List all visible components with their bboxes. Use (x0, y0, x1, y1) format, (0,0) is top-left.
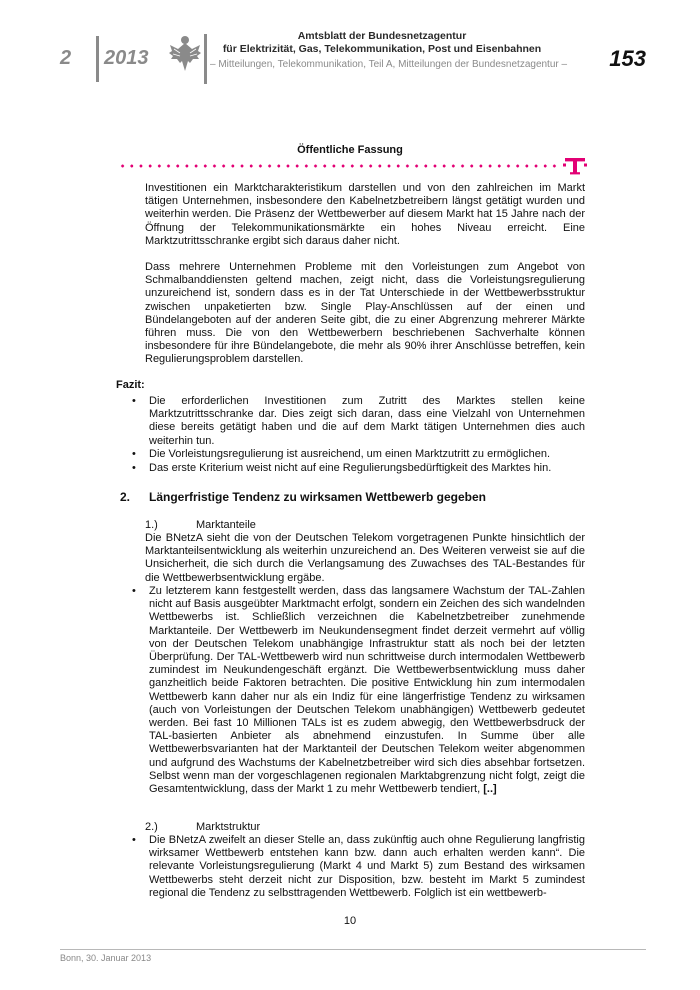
omission-marker: [..] (483, 783, 497, 796)
section-number: 2. (120, 490, 131, 504)
journal-page-number: 153 (609, 46, 646, 71)
footer-divider (60, 949, 646, 950)
fazit-bullet-1: • Die erforderlichen Investitionen zum Zutritt des Marktes stellen keine Marktzutrittsschranke dar. Dies zeigt sich daran, dass eine Vielzahl von Unternehmen diese bereits getätigt haben und die auf dem Markt tätigen Unternehmen dies auch weiterhin tun. (149, 395, 585, 448)
marktanteile-bullet-text: Zu letzterem kann festgestellt werden, dass das langsamere Wachstum der TAL-Zahlen nicht auf Basis ausgeübter Marktmacht erfolgt, sondern ein Zeichen des sich wandelnden Wettbewerbs ist. Schließlich verzeichnen die Kabelnetzbetreiber zunehmende Marktanteile. Der Wettbewerb im Neukundensegment findet derzeit vermehrt auf völlig von der Deutschen Telekom unabhängige Infrastruktur statt als noch bei der letzten Überprüfung. Der TAL-Wettbewerb wird nun schrittweise durch intermodalen Wettbewerb zumindest im Neukundengeschäft ergänzt. Die Wettbewerbsentwicklung muss daher ganzheitlich beide Faktoren betrachten. Die positive Entwicklung hin zum intermodalen Wettbewerb kann daher nur als ein Indiz für eine längerfristige Tendenz zu wirksamen (auch von Vorleistungen der Deutschen Telekom unabhängigen) Wettbewerb gedeutet werden. Bei fast 10 Millionen TALs ist es zudem abwegig, den Wettbewerbsdruck der TAL-basierten Anbieter als abnehmend einzustufen. In Summe über alle Wettbewerbsvarianten hat der Marktanteil der Deutschen Telekom weiter abgenommen und aufgrund des Wachstums der Kabelnetzbetreiber wird sich dies absehbar fortsetzen. Selbst wenn man der vorgeschlagenen regionalen Marktabgrenzung nicht folgt, zeigt die Gesamtentwicklung, dass der Markt 1 zu mehr Wettbewerb tendiert, (149, 585, 585, 796)
header-divider-2 (204, 34, 207, 84)
paragraph-investments: Investitionen ein Marktcharakteristikum darstellen und von den zahlreichen im Markt tätigen Unternehmen, insbesondere den Kabelnetzbetreibern längst getätigt wurden und weiterhin werden. Die Präsenz der Wettbewerber auf diesem Markt hat 15 Jahre nach der Öffnung der Telekommunikationsmärkte ein hohes Niveau erreicht. Eine Marktzutrittsschranke ergibt sich daraus daher nicht. (145, 182, 585, 247)
header-divider (96, 36, 99, 82)
fazit-heading: Fazit: (116, 379, 145, 391)
subsection-title-2: Marktstruktur (196, 821, 261, 833)
journal-subtitle: für Elektrizität, Gas, Telekommunikation, Post und Eisenbahnen (222, 43, 542, 55)
subsection-title: Marktanteile (196, 519, 256, 531)
telekom-dotted-line (118, 164, 562, 168)
issue-year: 2013 (104, 47, 149, 69)
document-classification: Öffentliche Fassung (297, 144, 403, 156)
marktanteile-bullet (149, 585, 585, 796)
footer-place-date: Bonn, 30. Januar 2013 (60, 953, 152, 963)
paragraph-vorleistungen: Dass mehrere Unternehmen Probleme mit den Vorleistungen zum Angebot von Schmalbanddiensten geltend machen, zeigt nicht, dass die Vorleistungsregulierung unzureichend ist, sondern dass es in der Tat Unterschiede in der Wettbewerbsstruktur zwischen unpaketierten bzw. Single Play-Anschlüssen auf der einen und Bündelangeboten auf der anderen Seite gibt, die zu einer Abgrenzung mehrerer Märkte führen muss. Die von den Wettbewerbern beschriebenen Sachverhalte können insbesondere für ihre Bündelangebote, die mehr als 90% ihrer Anschlüsse betreffen, kein Regulierungsproblem darstellen. (145, 261, 585, 366)
page-number: 10 (343, 915, 357, 927)
journal-title: Amtsblatt der Bundesnetzagentur (297, 30, 467, 42)
subsection-number: 1.) (145, 519, 158, 531)
subsection-number-2: 2.) (145, 821, 158, 833)
marktstruktur-bullet: • Die BNetzA zweifelt an dieser Stelle an, dass zukünftig auch ohne Regulierung langfristig wirksamer Wettbewerb entstehen kann bzw. dann auch erhalten werden kann“. Die relevante Vorleistungsregulierung (Markt 4 und Markt 5) zum Bestand des wirksamen Wettbewerbs steht derzeit nicht zur Disposition, bzw. besteht im Markt 5 zumindest regional die Tendenz zu selbsttragenden Wettbewerb. Folglich ist ein wettbewerb- (149, 834, 585, 900)
journal-section: – Mitteilungen, Telekommunikation, Teil A, Mitteilungen der Bundesnetzagentur – (210, 59, 568, 70)
fazit-bullet-2: • Die Vorleistungsregulierung ist ausreichend, um einen Marktzutritt zu ermöglichen. (149, 448, 585, 461)
fazit-bullet-3: • Das erste Kriterium weist nicht auf eine Regulierungsbedürftigkeit des Marktes hin. (149, 462, 585, 475)
issue-number: 2 (60, 47, 72, 69)
marktanteile-intro: Die BNetzA sieht die von der Deutschen Telekom vorgetragenen Punkte hinsichtlich der Marktanteilsentwicklung als weiterhin unzureichend an. Des Weiteren verweist sie auf die Unsicherheit, die sich durch die Verlangsamung des Zuwachses des TAL-Bestandes für die Wettbewerbsentwicklung ergäbe. (145, 532, 585, 584)
telekom-t-icon (563, 154, 587, 178)
section-title: Längerfristige Tendenz zu wirksamen Wettbewerb gegeben (149, 490, 486, 504)
federal-eagle-icon (168, 33, 202, 73)
